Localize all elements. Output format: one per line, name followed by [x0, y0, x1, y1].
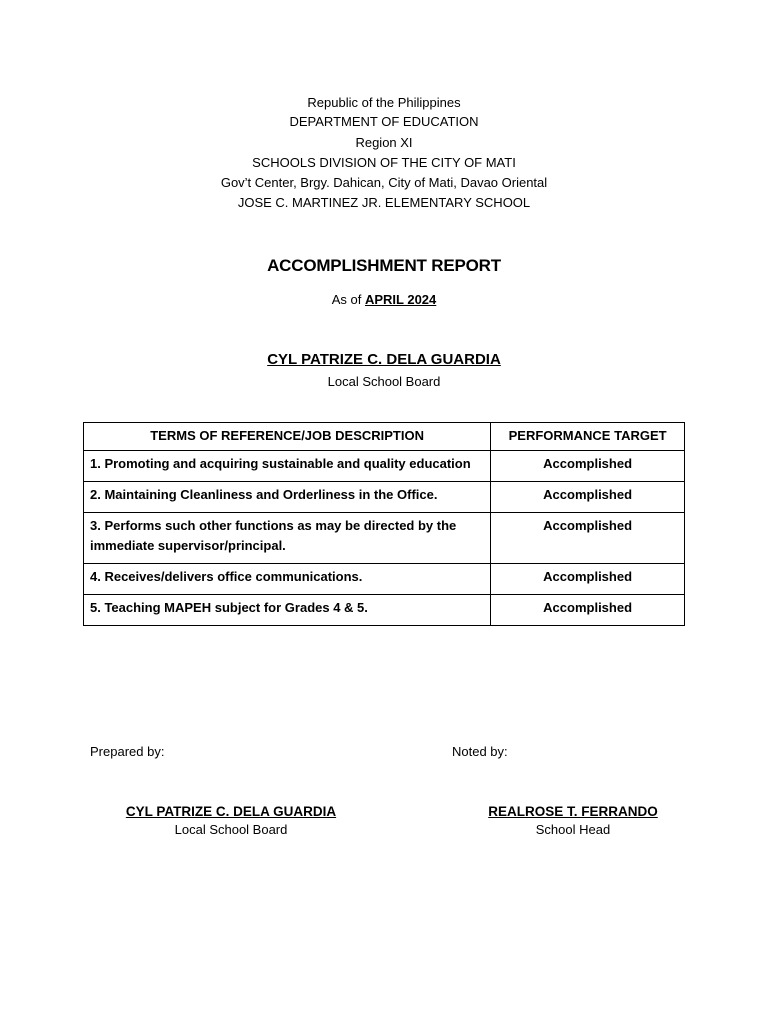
noted-by-name: REALROSE T. FERRANDO — [488, 804, 658, 819]
employee-role: Local School Board — [327, 374, 441, 389]
header-division: SCHOOLS DIVISION OF THE CITY OF MATI — [252, 155, 516, 170]
prepared-by-label: Prepared by: — [90, 744, 165, 759]
prepared-signature-block — [116, 804, 346, 837]
noted-by-role: School Head — [535, 822, 611, 837]
header-department: DEPARTMENT OF EDUCATION — [289, 114, 479, 129]
table-row — [84, 564, 685, 595]
table-row — [84, 451, 685, 482]
prepared-by-name: CYL PATRIZE C. DELA GUARDIA — [125, 804, 337, 819]
row-target: Accomplished — [491, 564, 685, 595]
row-target: Accomplished — [491, 513, 685, 564]
noted-signature-block — [478, 804, 668, 837]
terms-of-reference-table — [83, 422, 685, 626]
row-target: Accomplished — [491, 451, 685, 482]
as-of-prefix: As of — [331, 292, 362, 307]
report-title: ACCOMPLISHMENT REPORT — [267, 256, 501, 275]
column-header: TERMS OF REFERENCE/JOB DESCRIPTION — [84, 423, 491, 451]
row-description: 2. Maintaining Cleanliness and Orderliness in the Office. — [84, 482, 491, 513]
row-description: 3. Performs such other functions as may be directed by the immediate supervisor/principal. — [84, 513, 491, 564]
table-row — [84, 482, 685, 513]
row-description: 1. Promoting and acquiring sustainable and quality education — [84, 451, 491, 482]
header-school: JOSE C. MARTINEZ JR. ELEMENTARY SCHOOL — [237, 195, 531, 210]
employee-name: CYL PATRIZE C. DELA GUARDIA — [267, 351, 501, 368]
header-republic: Republic of the Philippines — [307, 95, 461, 110]
noted-by-label: Noted by: — [452, 744, 508, 759]
row-target: Accomplished — [491, 595, 685, 626]
row-target: Accomplished — [491, 482, 685, 513]
as-of-date: APRIL 2024 — [364, 292, 437, 307]
header-address: Gov’t Center, Brgy. Dahican, City of Mati, Davao Oriental — [220, 175, 548, 190]
table-header-row — [84, 423, 685, 451]
row-description: 5. Teaching MAPEH subject for Grades 4 & 5. — [84, 595, 491, 626]
table-row — [84, 513, 685, 564]
prepared-by-role: Local School Board — [174, 822, 288, 837]
row-description: 4. Receives/delivers office communications. — [84, 564, 491, 595]
column-header: PERFORMANCE TARGET — [491, 423, 685, 451]
table-row — [84, 595, 685, 626]
as-of-line — [0, 292, 768, 307]
header-region: Region XI — [355, 135, 413, 150]
